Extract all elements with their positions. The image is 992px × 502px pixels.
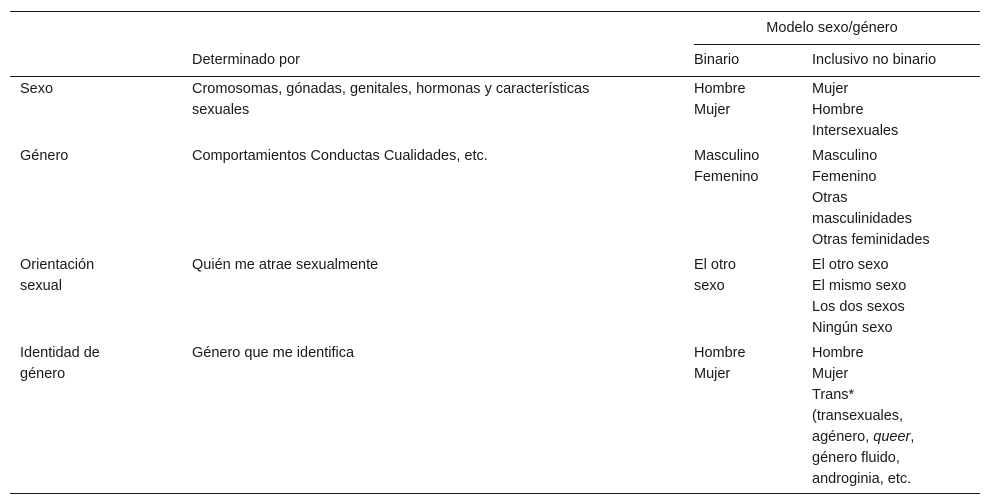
inclusivo-item: género fluido, xyxy=(812,450,900,466)
row-label-line: Identidad de xyxy=(20,345,100,361)
binario-item: Hombre xyxy=(694,345,746,361)
header-binario: Binario xyxy=(684,45,802,77)
row-inclusivo xyxy=(802,77,980,145)
header-determinado-por: Determinado por xyxy=(182,12,684,77)
inclusivo-item: Otras xyxy=(812,190,848,206)
inclusivo-item: Masculino xyxy=(812,148,878,164)
sex-gender-model-table xyxy=(10,11,980,494)
determinado-line: Comportamientos Conductas Cualidades, etc. xyxy=(192,148,488,164)
row-label-line: género xyxy=(20,366,66,382)
inclusivo-item: androginia, etc. xyxy=(812,471,912,487)
determinado-line: Quién me atrae sexualmente xyxy=(192,257,379,273)
inclusivo-item: Mujer xyxy=(812,81,849,97)
determinado-line: Cromosomas, gónadas, genitales, hormonas y características xyxy=(192,81,590,97)
binario-item: Masculino xyxy=(694,148,760,164)
row-label xyxy=(10,144,182,253)
row-determinado xyxy=(182,253,684,341)
inclusivo-item: (transexuales, xyxy=(812,408,904,424)
binario-item: Mujer xyxy=(694,102,731,118)
row-binario xyxy=(684,144,802,253)
row-binario xyxy=(684,253,802,341)
determinado-line: sexuales xyxy=(192,102,250,118)
row-determinado xyxy=(182,144,684,253)
row-determinado xyxy=(182,341,684,494)
header-modelo-sexo-genero: Modelo sexo/género xyxy=(684,12,980,46)
row-binario xyxy=(684,77,802,145)
inclusivo-item: Hombre xyxy=(812,345,864,361)
row-label-line: Orientación xyxy=(20,257,95,273)
inclusivo-item: El otro sexo xyxy=(812,257,889,273)
table-row-sexo xyxy=(10,77,980,145)
header-row-group xyxy=(10,12,980,46)
inclusivo-item: Mujer xyxy=(812,366,849,382)
inclusivo-italic-term: queer xyxy=(873,429,911,445)
table-row-identidad-de-genero xyxy=(10,341,980,494)
binario-item: El otro xyxy=(694,257,736,273)
inclusivo-item: Femenino xyxy=(812,169,877,185)
inclusivo-item: masculinidades xyxy=(812,211,912,227)
inclusivo-item: El mismo sexo xyxy=(812,278,907,294)
row-label-line: sexual xyxy=(20,278,62,294)
table-row-orientacion-sexual xyxy=(10,253,980,341)
inclusivo-item: Los dos sexos xyxy=(812,299,905,315)
inclusivo-text: , xyxy=(910,429,915,445)
row-label xyxy=(10,341,182,494)
inclusivo-item: Hombre xyxy=(812,102,864,118)
determinado-line: Género que me identifica xyxy=(192,345,355,361)
row-label xyxy=(10,253,182,341)
row-inclusivo xyxy=(802,341,980,494)
row-determinado xyxy=(182,77,684,145)
inclusivo-item: Trans* xyxy=(812,387,855,403)
inclusivo-text: agénero, xyxy=(812,429,874,445)
row-inclusivo xyxy=(802,144,980,253)
row-label xyxy=(10,77,182,145)
binario-item: sexo xyxy=(694,278,725,294)
row-inclusivo xyxy=(802,253,980,341)
inclusivo-item xyxy=(812,427,970,448)
binario-item: Femenino xyxy=(694,169,759,185)
row-label-line: Género xyxy=(20,148,69,164)
inclusivo-item: Ningún sexo xyxy=(812,320,893,336)
row-binario xyxy=(684,341,802,494)
binario-item: Hombre xyxy=(694,81,746,97)
header-inclusivo-no-binario: Inclusivo no binario xyxy=(802,45,980,77)
inclusivo-item: Otras feminidades xyxy=(812,232,930,248)
binario-item: Mujer xyxy=(694,366,731,382)
table-row-genero xyxy=(10,144,980,253)
row-label-line: Sexo xyxy=(20,81,54,97)
inclusivo-item: Intersexuales xyxy=(812,123,899,139)
header-cell-empty xyxy=(10,12,182,77)
